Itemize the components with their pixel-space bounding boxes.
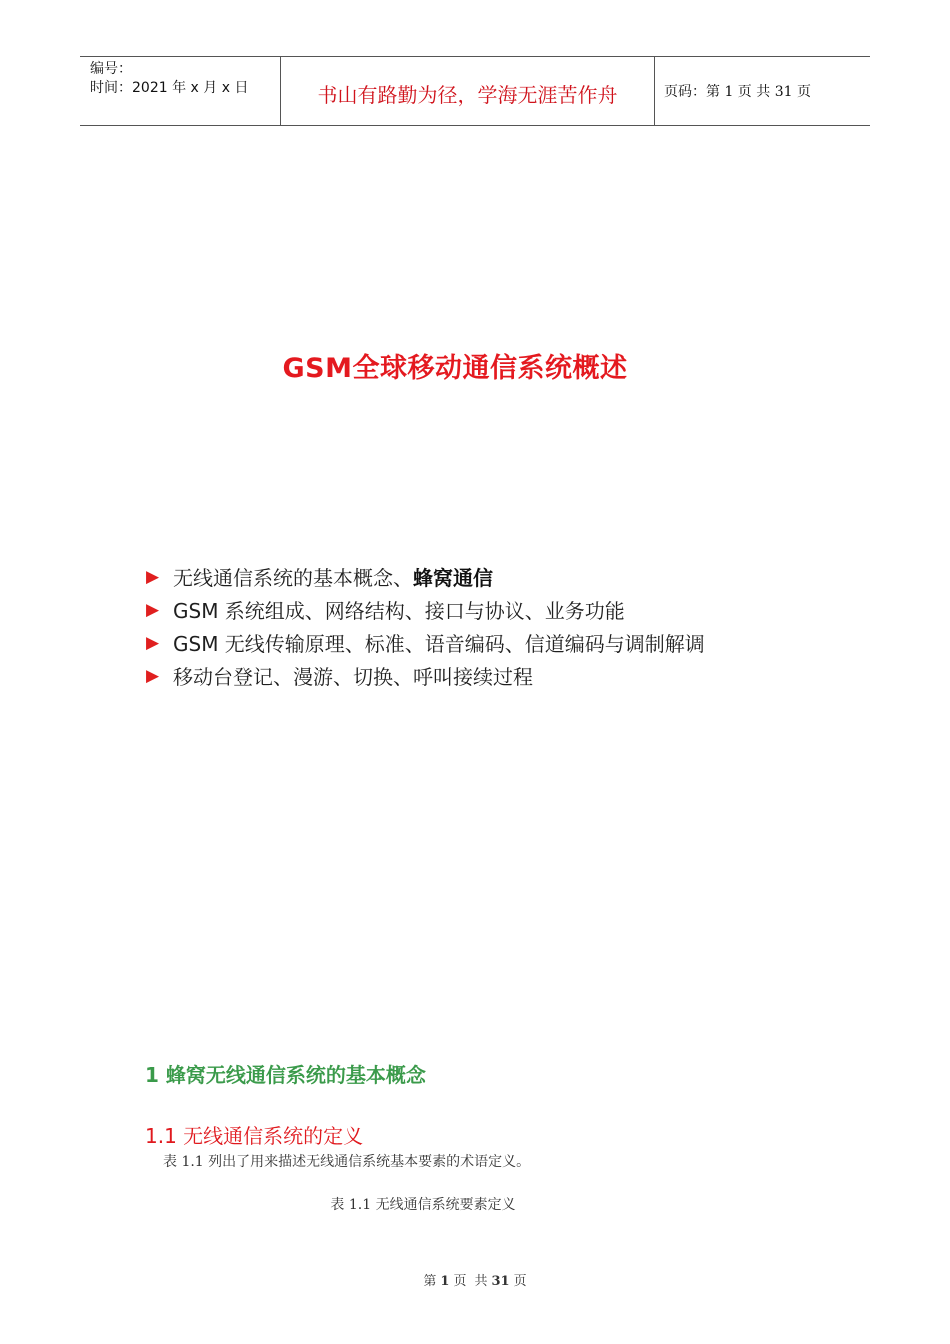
footer-ye: 页 bbox=[513, 1274, 527, 1289]
document-title: GSM全球移动通信系统概述 bbox=[282, 353, 628, 384]
triangle-bullet-icon: ▶ bbox=[146, 566, 160, 587]
footer-gong: 共 bbox=[474, 1274, 488, 1289]
page-header bbox=[80, 56, 870, 126]
section-heading-1-1: 1.1 无线通信系统的定义 bbox=[145, 1124, 364, 1148]
bullet-text: 移动台登记、漫游、切换、呼叫接续过程 bbox=[173, 665, 533, 689]
bullet-list bbox=[146, 560, 705, 692]
bullet-text: 无线通信系统的基本概念、 bbox=[173, 566, 413, 590]
bullet-item bbox=[146, 593, 705, 626]
triangle-bullet-icon: ▶ bbox=[146, 665, 160, 686]
page-footer bbox=[0, 1270, 950, 1289]
triangle-bullet-icon: ▶ bbox=[146, 599, 160, 620]
bullet-item bbox=[146, 560, 705, 593]
header-meta bbox=[80, 57, 281, 125]
number-label: 编号： bbox=[90, 61, 132, 77]
time-label: 时间：2021 年 x 月 x 日 bbox=[90, 80, 249, 96]
header-page-label: 页码：第 1 页 共 31 页 bbox=[664, 84, 811, 100]
footer-di: 第 bbox=[423, 1274, 437, 1289]
bullet-item bbox=[146, 626, 705, 659]
table-caption: 表 1.1 无线通信系统要素定义 bbox=[330, 1197, 516, 1213]
triangle-bullet-icon: ▶ bbox=[146, 632, 160, 653]
bullet-text: GSM 无线传输原理、标准、语音编码、信道编码与调制解调 bbox=[173, 632, 705, 656]
section-heading-1: 1 蜂窝无线通信系统的基本概念 bbox=[145, 1063, 426, 1087]
body-paragraph: 表 1.1 列出了用来描述无线通信系统基本要素的术语定义。 bbox=[163, 1154, 531, 1170]
footer-page-number: 1 bbox=[440, 1274, 450, 1289]
footer-total-pages: 31 bbox=[491, 1274, 510, 1289]
bullet-item bbox=[146, 659, 705, 692]
bullet-text: GSM 系统组成、网络结构、接口与协议、业务功能 bbox=[173, 599, 625, 623]
footer-ye: 页 bbox=[453, 1274, 467, 1289]
bullet-bold-text: 蜂窝通信 bbox=[413, 566, 493, 590]
header-motto: 书山有路勤为径，学海无涯苦作舟 bbox=[281, 57, 655, 125]
